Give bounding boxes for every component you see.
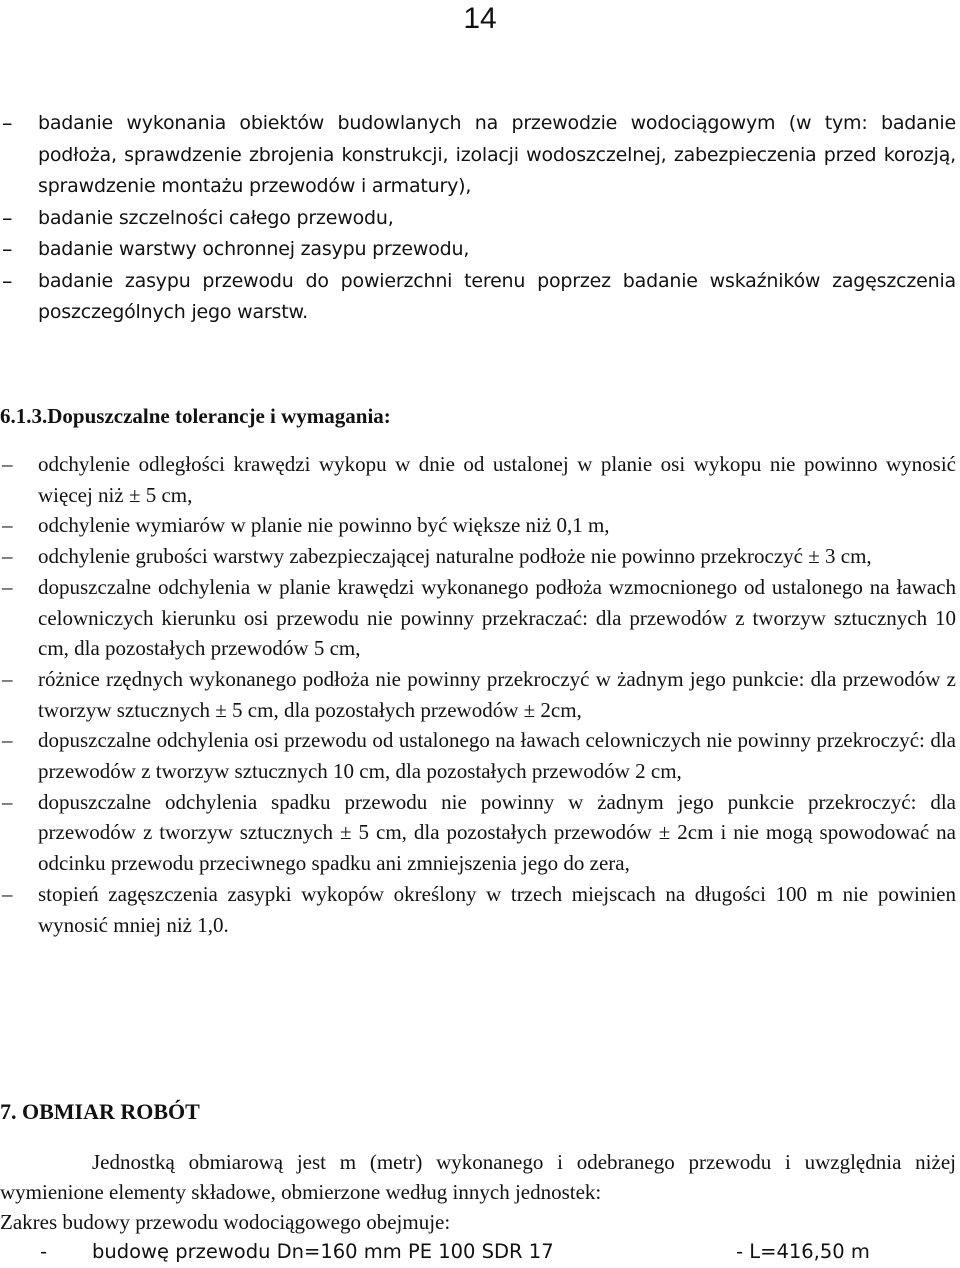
scope-item-text: budowę przewodu Dn=160 mm PE 100 SDR 17 — [92, 1240, 554, 1263]
testing-list — [0, 108, 956, 329]
tolerances-list-item-text: stopień zagęszczenia zasypki wykopów określony w trzech miejscach na długości 100 m nie powinien wynosić mniej niż 1,0. — [38, 881, 956, 937]
tolerances-list-item-text: dopuszczalne odchylenia spadku przewodu nie powinny w żadnym jego punkcie przekroczyć: dla przewodów z tworzyw sztucznych ± 5 cm, dla pozostałych przewodów ± 2cm i nie mogą spowodować na odcinku przewodu przeciwnego spadku ani zmniejszenia jego do zera, — [38, 789, 956, 876]
tolerances-list-item-text: dopuszczalne odchylenia osi przewodu od ustalonego na ławach celowniczych nie powinny przekroczyć: dla przewodów z tworzyw sztucznych 10 cm, dla pozostałych przewodów 2 cm, — [38, 728, 956, 784]
measurement-unit-paragraph: Jednostką obmiarową jest m (metr) wykonanego i odebranego przewodu i uwzględnia niżej wymienione elementy składowe, obmierzone według innych jednostek: — [0, 1150, 956, 1204]
dash-bullet-icon: – — [2, 513, 13, 538]
dash-bullet-icon: – — [2, 728, 13, 753]
dash-bullet-icon: – — [2, 574, 13, 599]
tolerances-list-item — [0, 725, 956, 786]
testing-list-item-text: badanie wykonania obiektów budowlanych na przewodzie wodociągowym (w tym: badanie podłoża, sprawdzenie zbrojenia konstrukcji, izolacji wodoszczelnej, zabezpieczenia przed korozją, sprawdzenie montażu przewodów i armatury), — [38, 112, 956, 197]
tolerances-list-item — [0, 879, 956, 940]
testing-list-item — [0, 203, 956, 235]
testing-list-item — [0, 108, 956, 203]
scope-item-bullet: - — [40, 1240, 48, 1263]
tolerances-list-item — [0, 510, 956, 541]
tolerances-list-item-text: odchylenie grubości warstwy zabezpieczającej naturalne podłoże nie powinno przekroczyć ± 3 cm, — [38, 544, 872, 569]
testing-list-item — [0, 266, 956, 329]
scope-item-length: - L=416,50 m — [736, 1240, 870, 1263]
scope-line: Zakres budowy przewodu wodociągowego obejmuje: — [0, 1210, 451, 1234]
tolerances-list — [0, 449, 956, 940]
dash-bullet-icon: – — [2, 789, 13, 814]
testing-list-item-text: badanie szczelności całego przewodu, — [38, 206, 394, 229]
page-number: 14 — [463, 2, 497, 35]
dash-bullet-icon: – — [2, 205, 13, 230]
testing-list-item — [0, 234, 956, 266]
dash-bullet-icon: – — [2, 544, 13, 569]
dash-bullet-icon: – — [2, 111, 13, 135]
dash-bullet-icon: – — [2, 881, 13, 906]
tolerances-list-item-text: odchylenie odległości krawędzi wykopu w dnie od ustalonej w planie osi wykopu nie powinno wynosić więcej niż ± 5 cm, — [38, 452, 956, 507]
tolerances-list-item — [0, 449, 956, 510]
tolerances-list-item — [0, 572, 956, 664]
tolerances-list-item-text: różnice rzędnych wykonanego podłoża nie powinny przekroczyć w żadnym jego punkcie: dla przewodów z tworzyw sztucznych ± 5 cm, dla pozostałych przewodów ± 2cm, — [38, 666, 956, 722]
section-heading-6-1-3: 6.1.3.Dopuszczalne tolerancje i wymagania: — [0, 404, 391, 428]
tolerances-list-item-text: odchylenie wymiarów w planie nie powinno być większe niż 0,1 m, — [38, 513, 610, 538]
dash-bullet-icon: – — [2, 452, 13, 476]
tolerances-list-item — [0, 664, 956, 725]
dash-bullet-icon: – — [2, 237, 13, 261]
tolerances-list-item — [0, 787, 956, 879]
tolerances-list-item-text: dopuszczalne odchylenia w planie krawędzi wykonanego podłoża wzmocnionego od ustalonego na ławach celowniczych kierunku osi przewodu nie powinny przekraczać: dla przewodów z tworzyw sztucznych 10 cm, dla pozostałych przewodów 5 cm, — [38, 574, 956, 661]
dash-bullet-icon: – — [2, 666, 13, 691]
section-heading-7: 7. OBMIAR ROBÓT — [0, 1099, 200, 1124]
tolerances-list-item — [0, 541, 956, 572]
dash-bullet-icon: – — [2, 268, 13, 293]
testing-list-item-text: badanie zasypu przewodu do powierzchni terenu poprzez badanie wskaźników zagęszczenia poszczególnych jego warstw. — [38, 269, 956, 323]
testing-list-item-text: badanie warstwy ochronnej zasypu przewodu, — [38, 238, 470, 260]
